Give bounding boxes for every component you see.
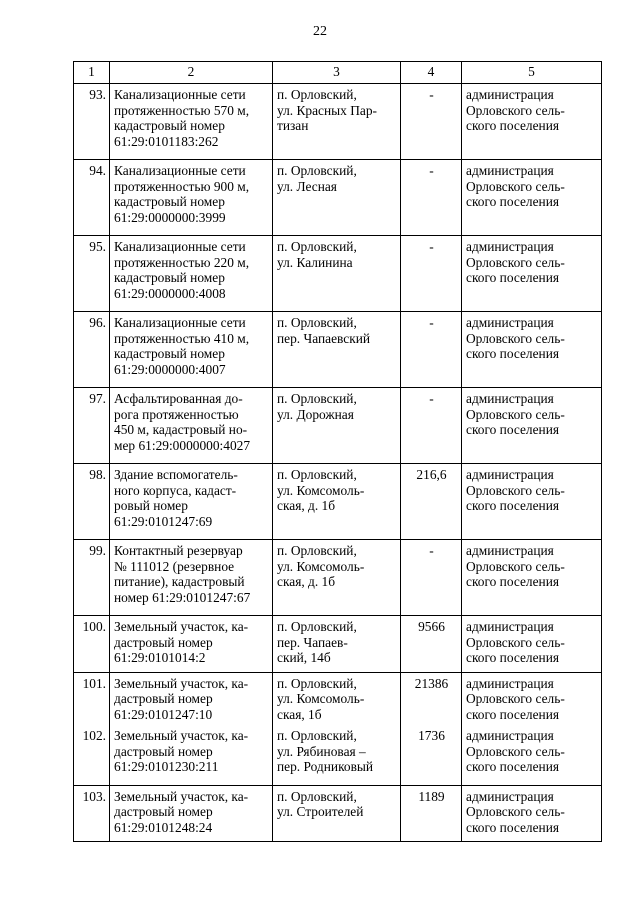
address-line: ская, д. 1б [277,498,336,513]
object-name-line: ровый номер [114,498,188,513]
owner-cell [462,672,602,726]
object-name-line: кадастровый номер [114,118,225,133]
object-name-line: 61:29:0101248:24 [114,819,213,835]
address-line: тизан [277,118,309,133]
object-name-cell [110,160,273,236]
property-registry-table [73,61,602,842]
owner-line: администрация [466,163,554,178]
object-name-line: Земельный участок, ка- [114,675,249,691]
owner-line: администрация [466,239,554,254]
object-name-line: дастровый номер [114,634,213,650]
object-name-line: Канализационные сети [114,87,246,102]
owner-line: Орловского сель- [466,482,565,498]
owner-line: Орловского сель- [466,178,565,194]
address-cell [273,785,401,842]
address-cell [273,616,401,673]
owner-line: Орловского сель- [466,330,565,346]
object-name-line: протяженностью 900 м, [114,178,250,194]
owner-cell [462,236,602,312]
area-cell: - [401,236,462,312]
object-name-cell [110,84,273,160]
owner-line: Орловского сель- [466,254,565,270]
header-col-5: 5 [462,62,602,84]
object-name-line: дастровый номер [114,804,213,819]
owner-line: ского поселения [466,118,560,133]
owner-cell [462,616,602,673]
owner-line: Орловского сель- [466,102,565,118]
row-number-cell: 103. [74,785,110,842]
object-name-line: Контактный резервуар [114,543,243,558]
address-line: ул. Комсомоль- [277,691,365,706]
object-name-cell [110,540,273,616]
object-name-line: 61:29:0101014:2 [114,650,206,665]
area-cell: - [401,160,462,236]
address-line: п. Орловский, [277,87,357,102]
row-number-cell: 99. [74,540,110,616]
owner-line: Орловского сель- [466,743,565,759]
object-name-line: кадастровый номер [114,270,225,285]
address-cell [273,312,401,388]
table-row [74,84,602,160]
header-col-2: 2 [110,62,273,84]
object-name-line: питание), кадастровый [114,574,245,589]
header-col-4: 4 [401,62,462,84]
owner-line: администрация [466,87,554,102]
area-cell: 1736 [401,726,462,785]
object-name-line: протяженностью 570 м, [114,102,250,118]
table-body [74,84,602,842]
object-name-line: рога протяженностью [114,406,239,422]
object-name-line: 61:29:0101247:69 [114,513,213,529]
owner-line: ского поселения [466,194,560,209]
object-name-line: кадастровый номер [114,346,225,361]
owner-cell [462,464,602,540]
address-cell [273,726,401,785]
object-name-line: протяженностью 220 м, [114,254,250,270]
object-name-line: Земельный участок, ка- [114,728,249,743]
row-number-cell: 100. [74,616,110,673]
address-line: пер. Чапаев- [277,634,348,650]
address-line: п. Орловский, [277,619,357,634]
object-name-line: номер 61:29:0101247:67 [114,589,251,605]
object-name-line: 450 м, кадастровый но- [114,422,248,437]
object-name-line: Асфальтированная до- [114,391,243,406]
owner-cell [462,785,602,842]
owner-line: Орловского сель- [466,804,565,819]
owner-line: администрация [466,788,554,804]
object-name-line: 61:29:0000000:4008 [114,285,226,301]
owner-line: ского поселения [466,574,560,589]
owner-cell [462,388,602,464]
owner-line: Орловского сель- [466,558,565,574]
address-line: ул. Рябиновая – [277,743,366,759]
owner-line: ского поселения [466,346,560,361]
address-cell [273,160,401,236]
object-name-cell [110,785,273,842]
object-name-cell [110,236,273,312]
object-name-line: дастровый номер [114,743,213,759]
area-cell: - [401,312,462,388]
table-row [74,160,602,236]
object-name-line: Канализационные сети [114,239,246,254]
address-line: п. Орловский, [277,728,357,743]
object-name-cell [110,388,273,464]
object-name-line: 61:29:0101230:211 [114,759,219,774]
owner-cell [462,726,602,785]
table-row [74,312,602,388]
address-line: п. Орловский, [277,239,357,254]
owner-line: администрация [466,543,554,558]
object-name-line: Канализационные сети [114,163,246,178]
table-row [74,726,602,785]
object-name-line: Здание вспомогатель- [114,467,238,482]
table-row [74,540,602,616]
area-cell: 1189 [401,785,462,842]
address-line: ул. Калинина [277,254,353,270]
object-name-line: 61:29:0101247:10 [114,706,213,722]
object-name-line: протяженностью 410 м, [114,330,250,346]
owner-cell [462,312,602,388]
address-line: ул. Комсомоль- [277,558,365,574]
address-line: ул. Красных Пар- [277,102,377,118]
area-cell: - [401,388,462,464]
address-line: ул. Дорожная [277,406,354,422]
address-line: ский, 14б [277,650,331,665]
object-name-line: Земельный участок, ка- [114,788,249,804]
owner-line: администрация [466,675,554,691]
owner-cell [462,84,602,160]
owner-line: Орловского сель- [466,634,565,650]
owner-line: ского поселения [466,706,560,722]
row-number-cell: 96. [74,312,110,388]
address-line: п. Орловский, [277,391,357,406]
address-line: ская, 1б [277,706,322,722]
address-line: ул. Лесная [277,178,337,194]
header-col-3: 3 [273,62,401,84]
object-name-cell [110,672,273,726]
owner-line: ского поселения [466,759,560,774]
owner-line: ского поселения [466,422,560,437]
row-number-cell: 93. [74,84,110,160]
table-row [74,672,602,726]
object-name-line: 61:29:0101183:262 [114,133,219,149]
area-cell: - [401,84,462,160]
object-name-line: дастровый номер [114,691,213,706]
object-name-line: мер 61:29:0000000:4027 [114,437,251,453]
area-cell: - [401,540,462,616]
address-line: п. Орловский, [277,788,357,804]
row-number-cell: 101. [74,672,110,726]
owner-line: администрация [466,315,554,330]
address-line: п. Орловский, [277,315,357,330]
object-name-line: кадастровый номер [114,194,225,209]
object-name-line: ного корпуса, кадаст- [114,482,237,498]
address-line: п. Орловский, [277,675,357,691]
owner-line: администрация [466,467,554,482]
owner-line: администрация [466,728,554,743]
page-number: 22 [313,24,327,39]
row-number-cell: 97. [74,388,110,464]
object-name-line: 61:29:0000000:4007 [114,361,226,377]
header-col-1: 1 [74,62,110,84]
header-row [74,62,602,84]
table-row [74,236,602,312]
area-cell: 9566 [401,616,462,673]
object-name-cell [110,464,273,540]
owner-line: ского поселения [466,650,560,665]
owner-line: ского поселения [466,819,560,835]
table-header [74,62,602,84]
address-line: п. Орловский, [277,467,357,482]
row-number-cell: 95. [74,236,110,312]
address-cell [273,672,401,726]
owner-cell [462,540,602,616]
table-row [74,388,602,464]
address-cell [273,540,401,616]
owner-line: ского поселения [466,498,560,513]
address-line: п. Орловский, [277,543,357,558]
address-line: ская, д. 1б [277,574,336,589]
table-row [74,785,602,842]
address-line: п. Орловский, [277,163,357,178]
address-line: ул. Строителей [277,804,364,819]
address-cell [273,388,401,464]
address-cell [273,84,401,160]
table-row [74,464,602,540]
object-name-cell [110,726,273,785]
row-number-cell: 94. [74,160,110,236]
object-name-line: Канализационные сети [114,315,246,330]
owner-line: администрация [466,619,554,634]
address-line: ул. Комсомоль- [277,482,365,498]
object-name-line: 61:29:0000000:3999 [114,209,226,225]
table-row [74,616,602,673]
owner-line: Орловского сель- [466,691,565,706]
object-name-line: Земельный участок, ка- [114,619,249,634]
address-cell [273,464,401,540]
object-name-cell [110,312,273,388]
address-line: пер. Родниковый [277,759,374,774]
object-name-line: № 111012 (резервное [114,558,235,574]
address-cell [273,236,401,312]
area-cell: 21386 [401,672,462,726]
object-name-cell [110,616,273,673]
owner-line: ского поселения [466,270,560,285]
row-number-cell: 102. [74,726,110,785]
address-line: пер. Чапаевский [277,330,371,346]
row-number-cell: 98. [74,464,110,540]
area-cell: 216,6 [401,464,462,540]
owner-line: Орловского сель- [466,406,565,422]
owner-cell [462,160,602,236]
owner-line: администрация [466,391,554,406]
